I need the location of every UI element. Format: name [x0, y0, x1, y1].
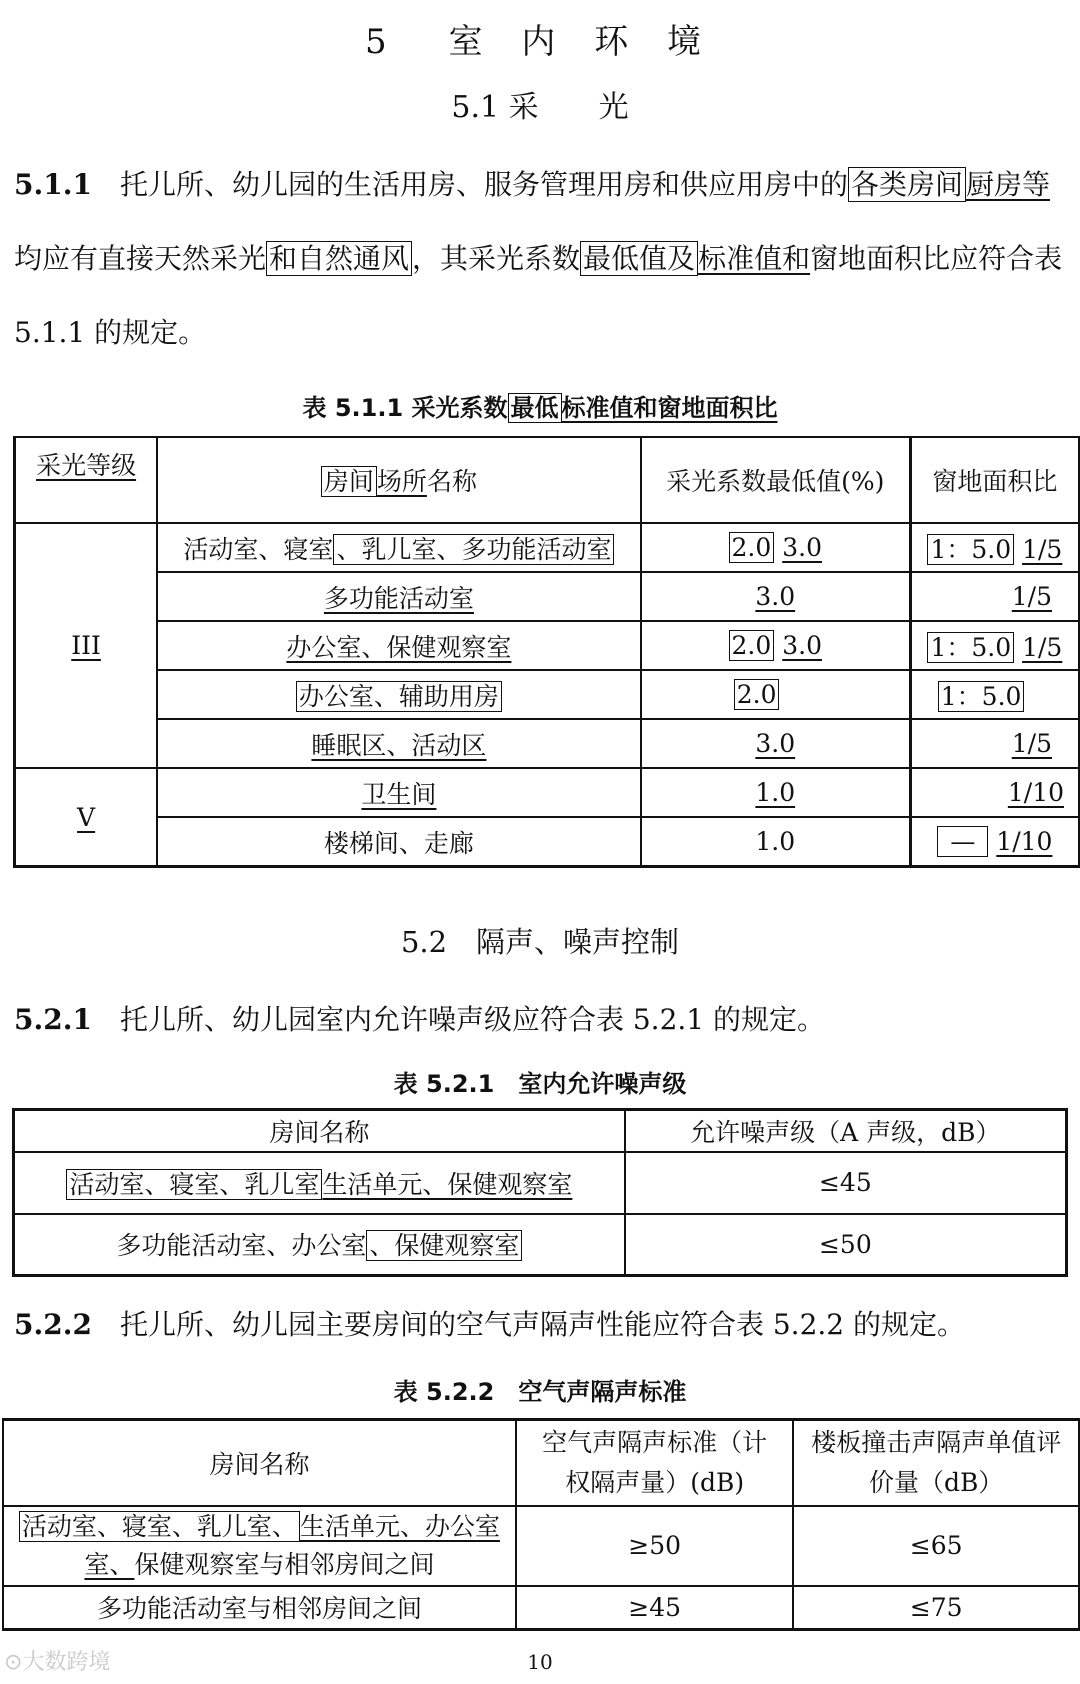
underlined-insertion: 3.0 [782, 631, 822, 660]
room-cell [157, 572, 641, 621]
room-cell [3, 1506, 516, 1586]
clause-text: 窗地面积比应符合表 5.1.1 的规定。 [14, 242, 1063, 349]
table-5-1-1 [13, 436, 1080, 868]
boxed-deletion: 、保健观察室 [366, 1230, 522, 1261]
ratio-cell [910, 768, 1079, 817]
coefficient-cell [641, 670, 911, 719]
clause-text: ，其采光系数 [412, 242, 581, 275]
boxed-deletion: 、乳儿室、多功能活动室 [333, 534, 614, 565]
underlined-insertion: 等 [1022, 168, 1051, 201]
ratio-cell [910, 719, 1079, 768]
watermark-icon: ⊙ [4, 1650, 23, 1675]
room-cell: 楼梯间、走廊 [157, 817, 641, 867]
clause-number: 5.2.2 [14, 1308, 92, 1341]
ratio-cell [910, 572, 1079, 621]
underlined-insertion: 室、 [84, 1549, 135, 1579]
table-5-1-1-title [0, 388, 1080, 423]
boxed-deletion: 2.0 [729, 630, 775, 661]
header-text: 名称 [426, 467, 477, 496]
header-room [157, 437, 641, 523]
header-noise: 允许噪声级（A 声级，dB） [625, 1110, 1067, 1152]
boxed-deletion: 1：5.0 [927, 632, 1014, 663]
room-text: 保健观察室与相邻房间之间 [134, 1549, 435, 1579]
underlined-insertion: 生活单元、保健观察室 [322, 1169, 573, 1199]
room-cell [14, 1214, 625, 1276]
coefficient-cell [641, 719, 911, 768]
header-room: 房间名称 [3, 1420, 516, 1506]
coefficient-cell [641, 621, 911, 670]
grade-text: III [71, 631, 101, 660]
header-airborne: 空气声隔声标准（计权隔声量）(dB) [516, 1420, 794, 1506]
boxed-deletion: 1：5.0 [927, 534, 1014, 565]
underlined-insertion: 3.0 [755, 582, 796, 611]
underlined-insertion: 1/5 [1011, 582, 1052, 611]
impact-cell: ≤75 [793, 1586, 1079, 1630]
table-5-2-2-title: 表 5.2.2 空气声隔声标准 [393, 1378, 687, 1406]
underlined-insertion: 卫生间 [361, 779, 437, 809]
underlined-insertion: 1/5 [1011, 729, 1052, 758]
title-text: 表 5.1.1 采光系数 [302, 394, 508, 422]
clause-text: 均应有直接天然采光 [14, 242, 267, 275]
table-5-2-2 [2, 1418, 1080, 1631]
room-cell [157, 719, 641, 768]
coefficient-cell [641, 523, 911, 572]
boxed-deletion: 2.0 [729, 532, 775, 563]
coefficient-cell [641, 768, 911, 817]
impact-cell: ≤65 [793, 1506, 1079, 1586]
room-cell [157, 523, 641, 572]
room-cell [157, 670, 641, 719]
airborne-cell: ≥50 [516, 1506, 794, 1586]
coefficient-cell: 1.0 [641, 817, 911, 867]
page-number: 10 [527, 1650, 553, 1674]
section-title-5-2: 5.2 隔声、噪声控制 [400, 925, 680, 959]
underlined-insertion: 1/5 [1022, 534, 1063, 564]
header-impact: 楼板撞击声隔声单值评价量（dB） [793, 1420, 1079, 1506]
header-ratio: 窗地面积比 [910, 437, 1079, 523]
boxed-deletion: 最低 [508, 393, 562, 423]
boxed-deletion: 1：5.0 [938, 681, 1025, 712]
underlined-insertion: 1.0 [755, 778, 796, 807]
boxed-deletion: — [937, 826, 988, 857]
room-cell [157, 621, 641, 670]
boxed-deletion: 和自然通风 [266, 241, 412, 276]
airborne-cell: ≥45 [516, 1586, 794, 1630]
noise-cell: ≤45 [625, 1152, 1067, 1214]
underlined-insertion: 睡眠区、活动区 [311, 730, 487, 760]
underlined-insertion: 办公室、保健观察室 [286, 632, 512, 662]
boxed-deletion: 各类房间 [848, 167, 966, 202]
clause-number: 5.1.1 [14, 168, 92, 201]
room-text: 多功能活动室、办公室 [116, 1231, 367, 1261]
header-grade [15, 437, 158, 523]
underlined-insertion: 标准值和窗地面积比 [561, 394, 778, 422]
underlined-insertion: 生活单元、办公室 [299, 1511, 500, 1541]
grade-v-cell [15, 768, 158, 867]
noise-cell: ≤50 [625, 1214, 1067, 1276]
watermark-text: 大数跨境 [22, 1650, 111, 1675]
coefficient-cell [641, 572, 911, 621]
clause-5-2-1 [14, 985, 1074, 1055]
clause-5-2-2 [14, 1290, 1074, 1360]
ratio-cell [910, 670, 1079, 719]
underlined-insertion: 3.0 [755, 729, 796, 758]
underlined-insertion: 1/10 [1007, 778, 1064, 807]
grade-iii-cell [15, 523, 158, 768]
boxed-deletion: 活动室、寝室、乳儿室、 [19, 1511, 300, 1542]
chapter-title: 5 室 内 环 境 [364, 22, 716, 62]
boxed-deletion: 房间 [321, 466, 377, 497]
clause-text: 托儿所、幼儿园室内允许噪声级应符合表 5.2.1 的规定。 [119, 1003, 826, 1036]
underlined-insertion: 多功能活动室 [323, 583, 474, 613]
clause-text: 托儿所、幼儿园的生活用房、服务管理用房和供应用房中的 [119, 168, 848, 201]
section-title-5-1: 5.1 采 光 [451, 90, 629, 125]
room-cell [157, 768, 641, 817]
clause-text: 托儿所、幼儿园主要房间的空气声隔声性能应符合表 5.2.2 的规定。 [119, 1308, 966, 1341]
clause-5-1-1 [14, 148, 1074, 370]
boxed-deletion: 活动室、寝室、乳儿室 [66, 1169, 322, 1200]
room-cell: 多功能活动室与相邻房间之间 [3, 1586, 516, 1630]
ratio-cell [910, 817, 1079, 867]
header-text: 采光等级 [36, 451, 137, 480]
grade-text: V [77, 802, 96, 832]
underlined-insertion: 标准值和 [698, 242, 811, 275]
boxed-deletion: 办公室、辅助用房 [296, 681, 502, 712]
table-5-2-1-title: 表 5.2.1 室内允许噪声级 [393, 1070, 687, 1098]
header-coefficient: 采光系数最低值(%) [641, 437, 911, 523]
ratio-cell [910, 621, 1079, 670]
boxed-deletion: 最低值及 [580, 241, 698, 276]
table-5-2-1 [12, 1108, 1068, 1277]
boxed-deletion: 2.0 [734, 679, 780, 710]
underlined-insertion: 1/10 [996, 827, 1053, 856]
clause-number: 5.2.1 [14, 1003, 92, 1036]
header-room: 房间名称 [14, 1110, 625, 1152]
room-cell [14, 1152, 625, 1214]
underlined-insertion: 场所 [376, 467, 427, 496]
underlined-insertion: 厨房 [965, 168, 1022, 201]
underlined-insertion: 1/5 [1022, 632, 1063, 662]
underlined-insertion: 3.0 [782, 533, 822, 562]
room-text: 活动室、寝室 [183, 534, 334, 564]
ratio-cell [910, 523, 1079, 572]
